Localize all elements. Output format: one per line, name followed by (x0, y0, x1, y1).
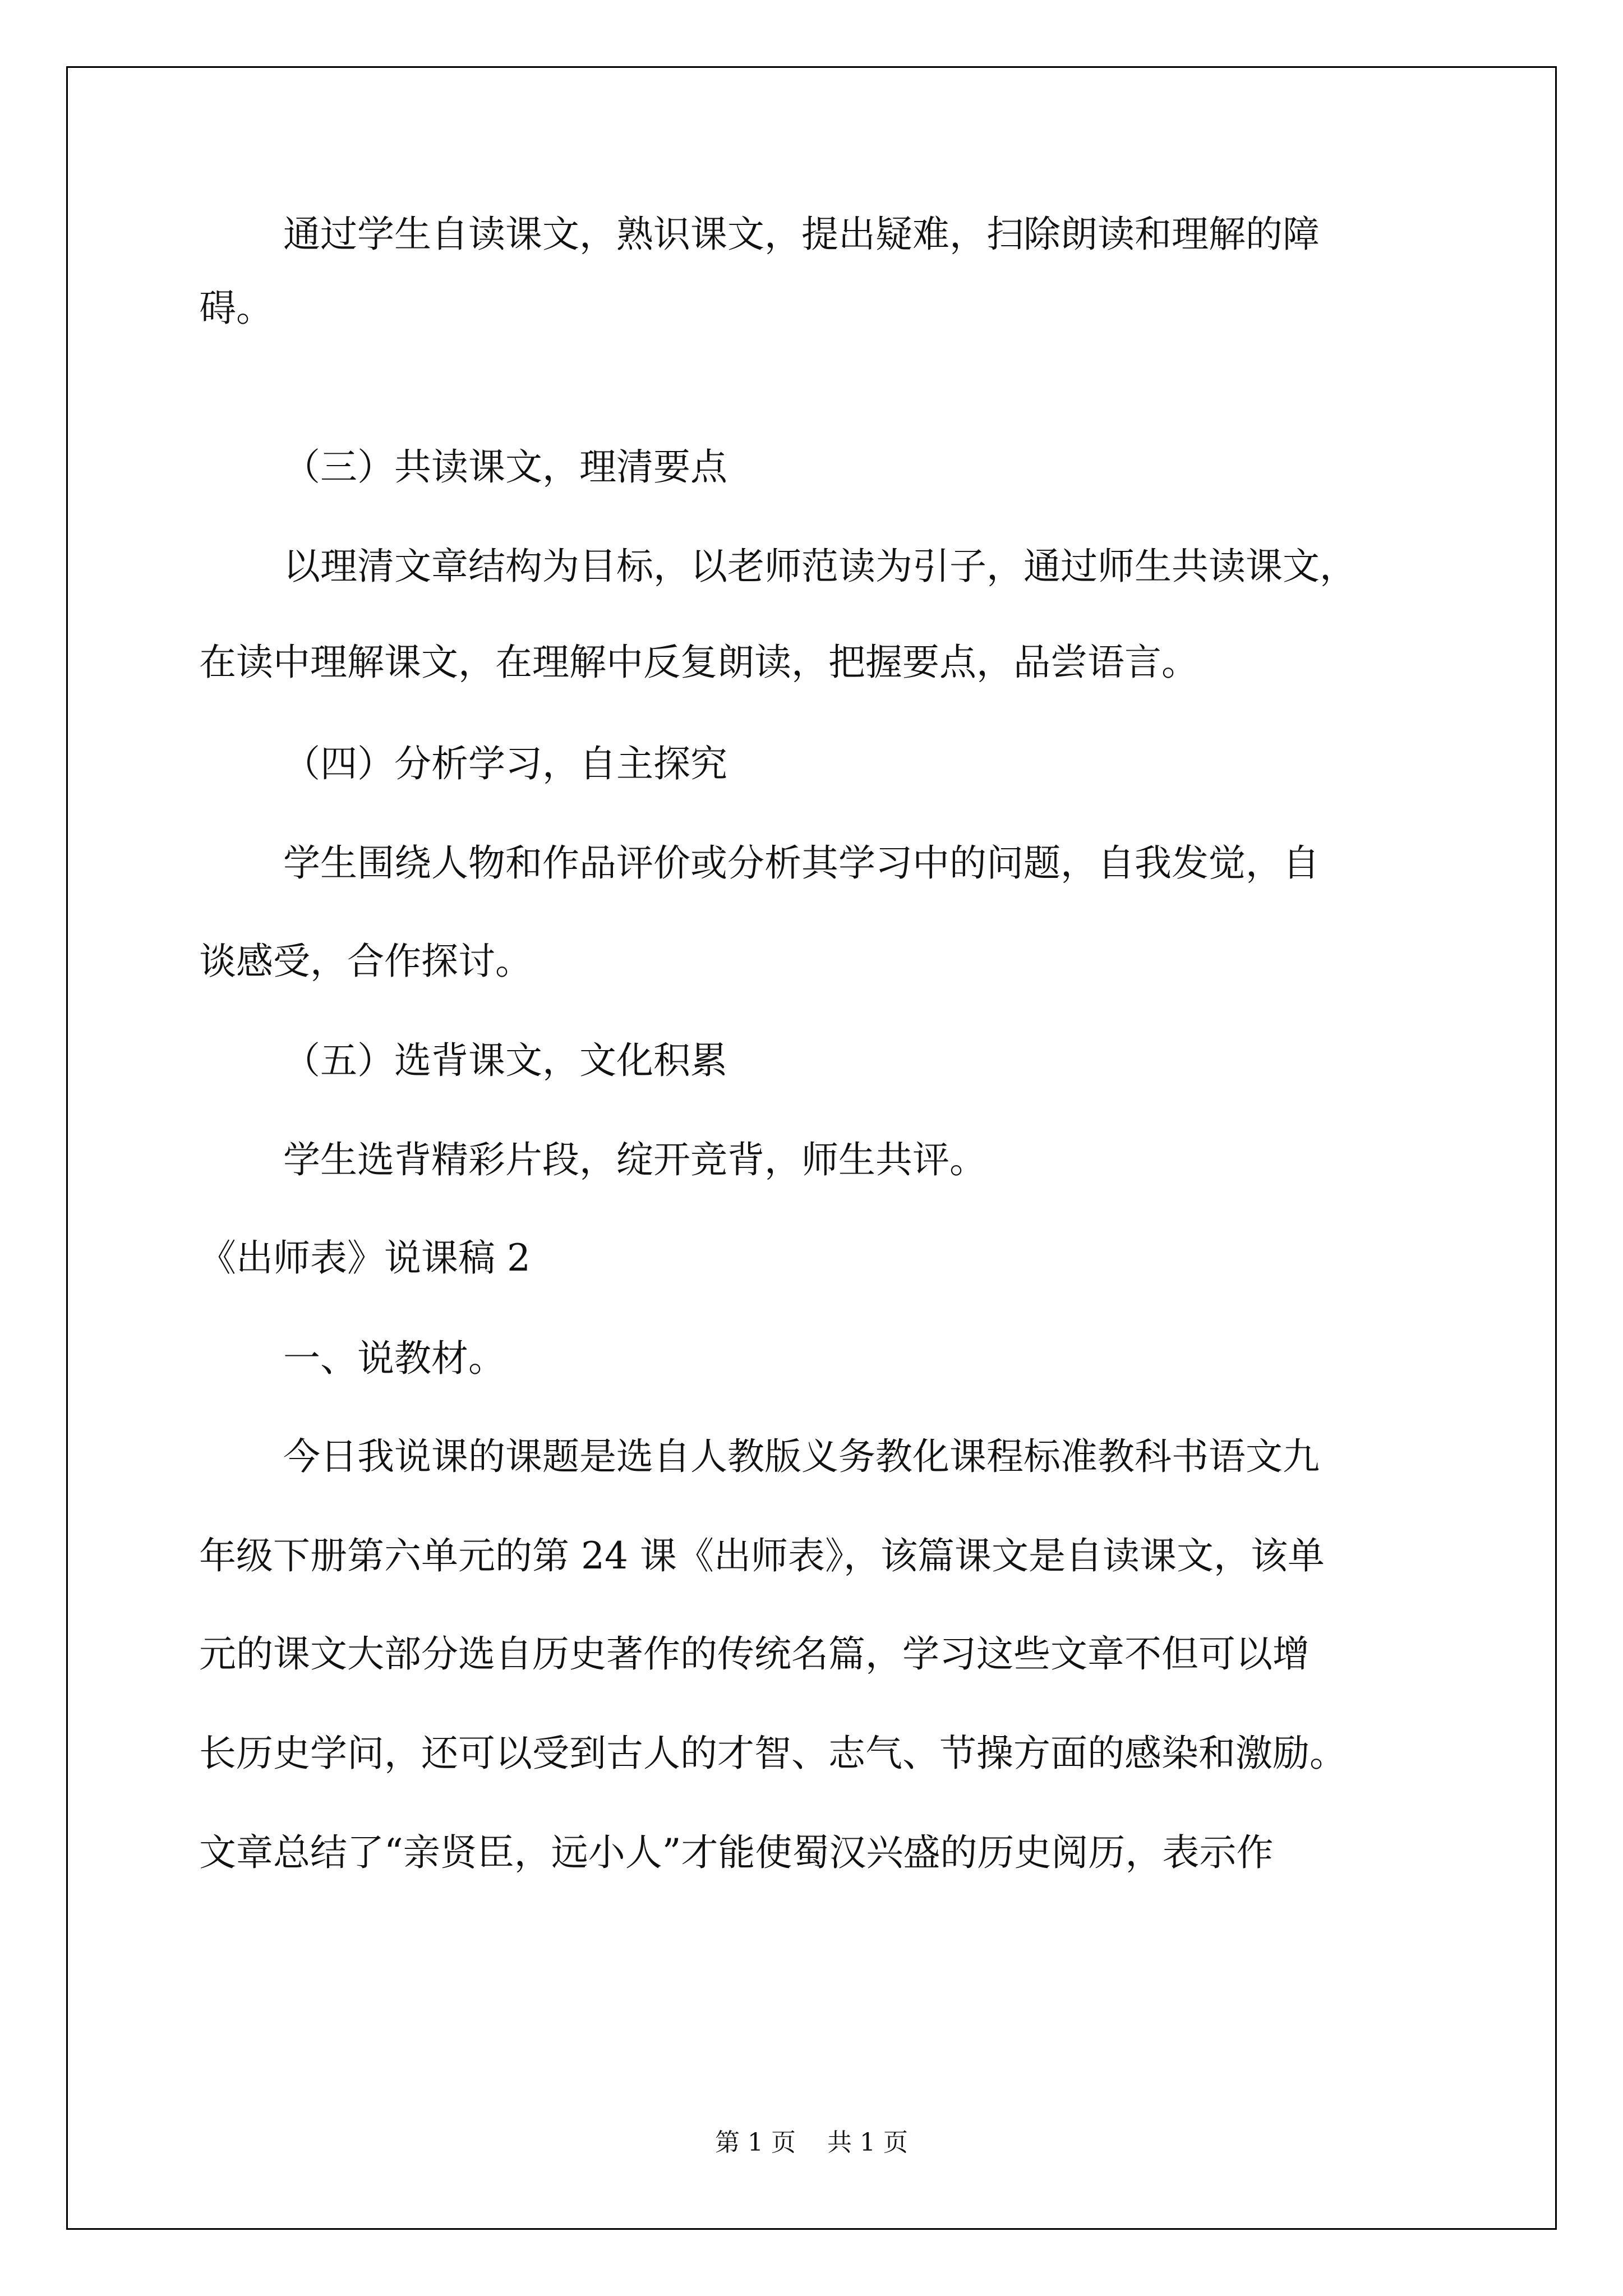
section-heading: 一、说教材。 (283, 1337, 505, 1380)
page-number: 第 1 页 (715, 2128, 796, 2157)
paragraph-line: 文章总结了“亲贤臣，远小人”才能使蜀汉兴盛的历史阅历，表示作 (199, 1831, 1274, 1874)
paragraph-line: 元的课文大部分选自历史著作的传统名篇，学习这些文章不但可以增 (199, 1632, 1310, 1676)
page-footer (0, 2127, 1623, 2159)
paragraph-line: 年级下册第六单元的第 24 课《出师表》，该篇课文是自读课文，该单 (199, 1534, 1325, 1577)
section-heading: （五）选背课文，文化积累 (283, 1039, 727, 1082)
document-title: 《出师表》说课稿 2 (199, 1236, 531, 1280)
paragraph-line: 学生选背精彩片段，绽开竞背，师生共评。 (283, 1138, 986, 1181)
paragraph-line: 学生围绕人物和作品评价或分析其学习中的问题，自我发觉，自 (283, 841, 1320, 885)
paragraph-line: 以理清文章结构为目标，以老师范读为引子，通过师生共读课文， (283, 545, 1357, 588)
section-heading: （四）分析学习，自主探究 (283, 742, 727, 785)
section-heading: （三）共读课文，理清要点 (283, 445, 727, 489)
paragraph-line: 碍。 (199, 287, 273, 330)
paragraph-line: 长历史学问，还可以受到古人的才智、志气、节操方面的感染和激励。 (199, 1732, 1347, 1775)
page-total: 共 1 页 (827, 2128, 908, 2157)
paragraph-line: 今日我说课的课题是选自人教版义务教化课程标准教科书语文九 (283, 1435, 1320, 1478)
paragraph-line: 谈感受，合作探讨。 (199, 940, 532, 983)
paragraph-line: 在读中理解课文，在理解中反复朗读，把握要点，品尝语言。 (199, 641, 1198, 684)
paragraph-line: 通过学生自读课文，熟识课文，提出疑难，扫除朗读和理解的障 (283, 213, 1320, 256)
